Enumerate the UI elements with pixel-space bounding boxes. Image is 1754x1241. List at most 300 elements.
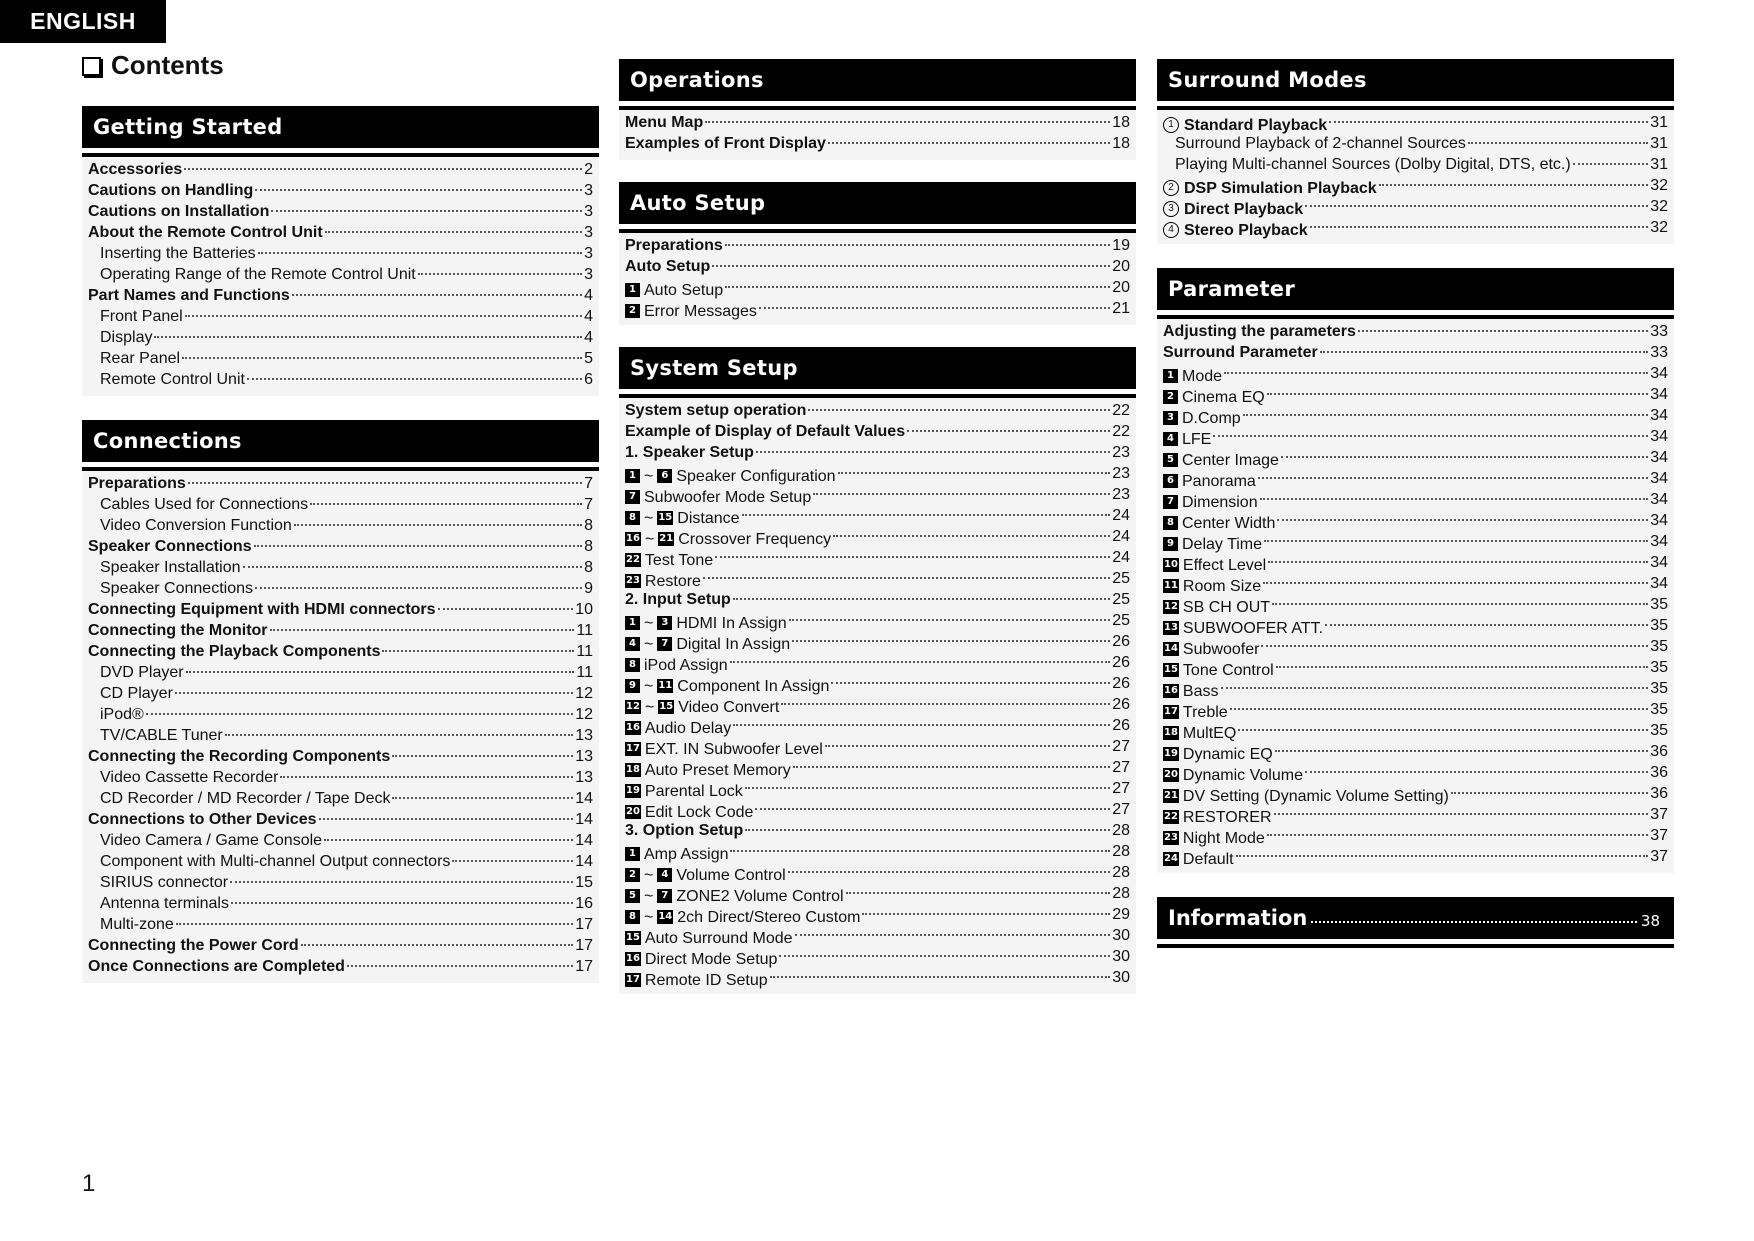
toc-entry[interactable]	[625, 235, 1130, 256]
entry-page: 24	[1112, 528, 1130, 545]
page-title	[82, 50, 224, 81]
dot-leader	[846, 892, 1111, 894]
entry-title: Effect Level	[1182, 556, 1267, 574]
toc-entry[interactable]	[88, 935, 593, 956]
entry-title: Audio Delay	[644, 719, 732, 737]
entry-label	[1163, 765, 1303, 786]
entry-label	[625, 760, 791, 781]
number-badge: 15	[626, 932, 640, 943]
number-badge: 15	[658, 512, 673, 523]
toc-entry[interactable]	[88, 893, 593, 914]
number-badge: 24	[1164, 853, 1178, 864]
entry-title: iPod Assign	[644, 656, 728, 674]
entry-label	[1163, 199, 1303, 220]
entry-label	[625, 421, 905, 442]
entry-label	[100, 243, 256, 264]
entry-title: Parental Lock	[644, 782, 743, 800]
entry-title: SUBWOOFER ATT.	[1182, 619, 1324, 637]
entry-title: Tone Control	[1182, 661, 1274, 679]
toc-entry[interactable]	[625, 967, 1130, 988]
entry-page: 21	[1112, 300, 1130, 317]
entry-title: Amp Assign	[644, 845, 729, 863]
toc-entry[interactable]	[625, 862, 1130, 883]
toc-entry[interactable]	[1163, 825, 1668, 846]
entry-title: 1. Speaker Setup	[625, 444, 754, 461]
entry-label	[625, 133, 826, 154]
toc-section-system-setup	[619, 347, 1136, 994]
page-title-text: Contents	[111, 50, 224, 80]
toc-entry[interactable]	[88, 662, 593, 683]
section-header: Parameter	[1157, 268, 1674, 310]
toc-entry[interactable]	[1163, 133, 1668, 154]
toc-entry[interactable]	[625, 421, 1130, 442]
entry-title: Video Conversion Function	[100, 517, 292, 534]
dot-leader	[186, 671, 575, 673]
entry-title: iPod®	[100, 706, 144, 723]
toc-entry[interactable]	[88, 327, 593, 348]
entry-title: Cables Used for Connections	[100, 496, 309, 513]
dot-leader	[745, 829, 1110, 831]
toc-entry[interactable]	[1163, 804, 1668, 825]
toc-entry[interactable]	[1163, 846, 1668, 867]
entry-label	[1163, 342, 1318, 363]
toc-entry[interactable]	[625, 631, 1130, 652]
entry-label	[100, 893, 229, 914]
section-entries	[82, 471, 599, 983]
entry-page: 25	[1112, 570, 1130, 587]
toc-entry[interactable]	[625, 589, 1130, 610]
entry-title: Example of Display of Default Values	[625, 423, 906, 440]
dot-leader	[1264, 540, 1648, 542]
entry-page: 18	[1112, 135, 1130, 152]
toc-entry[interactable]	[88, 956, 593, 977]
toc-entry[interactable]	[625, 256, 1130, 277]
entry-title: SB CH OUT	[1182, 598, 1271, 616]
number-badge: 11	[658, 680, 673, 691]
entry-title: CD Player	[100, 685, 173, 702]
entry-label	[88, 935, 299, 956]
entry-page: 17	[575, 937, 593, 954]
entry-title: Video Cassette Recorder	[100, 769, 279, 786]
toc-entry[interactable]	[1163, 468, 1668, 489]
toc-entry[interactable]	[1163, 196, 1668, 217]
entry-label	[100, 683, 173, 704]
toc-entry[interactable]	[1163, 552, 1668, 573]
entry-title: Edit Lock Code	[644, 803, 754, 821]
entry-title: RESTORER	[1182, 808, 1272, 826]
entry-title: Operating Range of the Remote Control Unit	[100, 266, 416, 283]
entry-title: TV/CABLE Tuner	[100, 727, 223, 744]
entry-label	[625, 442, 754, 463]
entry-page: 20	[1112, 258, 1130, 275]
toc-entry[interactable]	[88, 159, 593, 180]
entry-page: 9	[584, 580, 593, 597]
entry-title: Preparations	[625, 237, 723, 254]
entry-title: Restore	[644, 572, 701, 590]
section-entries	[1157, 319, 1674, 873]
entry-label	[625, 970, 768, 991]
entry-page: 27	[1112, 738, 1130, 755]
entry-title: Remote Control Unit	[100, 371, 245, 388]
toc-entry[interactable]	[625, 112, 1130, 133]
entry-page: 4	[584, 287, 593, 304]
toc-entry[interactable]	[88, 536, 593, 557]
dot-leader	[1267, 834, 1648, 836]
toc-entry[interactable]	[625, 736, 1130, 757]
toc-entry[interactable]	[1163, 573, 1668, 594]
toc-entry[interactable]	[88, 620, 593, 641]
toc-entry[interactable]	[1163, 636, 1668, 657]
entry-title: Video Camera / Game Console	[100, 832, 323, 849]
entry-page: 29	[1112, 906, 1130, 923]
entry-label	[100, 557, 241, 578]
toc-entry[interactable]	[88, 494, 593, 515]
dot-leader	[1379, 184, 1649, 186]
toc-entry[interactable]	[1163, 447, 1668, 468]
entry-page: 28	[1112, 864, 1130, 881]
number-badge: 16	[626, 722, 640, 733]
number-badge: 4	[657, 868, 672, 882]
toc-entry[interactable]	[88, 369, 593, 390]
entry-label	[1163, 408, 1241, 429]
toc-entry[interactable]	[88, 557, 593, 578]
dot-leader	[756, 451, 1110, 453]
dot-leader	[755, 808, 1110, 810]
dot-leader	[1277, 519, 1648, 521]
dot-leader	[770, 976, 1111, 978]
dot-leader	[243, 566, 583, 568]
toc-entry[interactable]	[1163, 741, 1668, 762]
entry-label	[88, 285, 290, 306]
toc-entry[interactable]	[1163, 678, 1668, 699]
toc-entry[interactable]	[625, 694, 1130, 715]
dot-leader	[705, 121, 1110, 123]
toc-entry[interactable]	[625, 400, 1130, 421]
toc-section-operations	[619, 59, 1136, 160]
entry-page: 35	[1650, 701, 1668, 718]
entry-label	[1163, 534, 1262, 555]
toc-entry[interactable]	[625, 463, 1130, 484]
toc-entry[interactable]	[1163, 762, 1668, 783]
entry-title: Cautions on Handling	[88, 182, 254, 199]
entry-page: 23	[1112, 465, 1130, 482]
toc-entry[interactable]	[1163, 321, 1668, 342]
toc-entry[interactable]	[625, 820, 1130, 841]
number-badge: 16	[1164, 685, 1178, 696]
toc-entry[interactable]	[88, 306, 593, 327]
number-badge: 16	[626, 953, 640, 964]
toc-entry[interactable]	[1163, 384, 1668, 405]
entry-label	[625, 301, 757, 322]
toc-entry[interactable]	[88, 264, 593, 285]
entry-title: Rear Panel	[100, 350, 181, 367]
number-badge: 23	[626, 575, 640, 586]
toc-entry[interactable]	[88, 809, 593, 830]
dot-leader	[813, 493, 1110, 495]
toc-entry[interactable]	[625, 946, 1130, 967]
toc-entry[interactable]	[88, 851, 593, 872]
entry-page: 26	[1112, 717, 1130, 734]
toc-entry[interactable]	[1163, 783, 1668, 804]
toc-entry[interactable]	[1163, 405, 1668, 426]
entry-label	[1163, 366, 1222, 387]
entry-page: 23	[1112, 444, 1130, 461]
number-badge: 17	[626, 743, 640, 754]
dot-leader	[347, 965, 573, 967]
toc-entry[interactable]	[1163, 154, 1668, 175]
toc-entry[interactable]	[88, 473, 593, 494]
dot-leader	[146, 713, 573, 715]
number-badge: 22	[1164, 811, 1178, 822]
entry-page: 26	[1112, 675, 1130, 692]
dot-leader	[255, 189, 582, 191]
toc-entry[interactable]	[1163, 615, 1668, 636]
entry-title: Connections to Other Devices	[88, 811, 317, 828]
toc-entry[interactable]	[88, 180, 593, 201]
entry-page: 23	[1112, 486, 1130, 503]
entry-label	[1163, 660, 1274, 681]
entry-label	[88, 641, 380, 662]
toc-entry[interactable]	[625, 526, 1130, 547]
toc-entry[interactable]	[625, 715, 1130, 736]
dot-leader	[271, 210, 582, 212]
number-badge: 8	[625, 910, 640, 924]
toc-entry[interactable]	[1163, 175, 1668, 196]
toc-entry[interactable]	[88, 285, 593, 306]
number-badge: 11	[1164, 580, 1178, 591]
toc-entry[interactable]	[88, 222, 593, 243]
toc-entry[interactable]	[625, 778, 1130, 799]
dot-leader	[258, 252, 582, 254]
dot-leader	[808, 409, 1110, 411]
entry-title: Volume Control	[676, 866, 786, 884]
toc-entry[interactable]	[625, 673, 1130, 694]
toc-entry[interactable]	[625, 610, 1130, 631]
entry-page: 28	[1112, 843, 1130, 860]
entry-title: 2ch Direct/Stereo Custom	[677, 908, 861, 926]
entry-page: 12	[575, 685, 593, 702]
toc-entry[interactable]	[88, 704, 593, 725]
page-number: 1	[82, 1170, 96, 1197]
entry-title: Distance	[677, 509, 740, 527]
entry-page: 26	[1112, 696, 1130, 713]
dot-leader	[1276, 666, 1649, 668]
dot-leader	[185, 315, 582, 317]
toc-entry[interactable]	[88, 243, 593, 264]
number-badge: 2	[625, 304, 640, 318]
toc-entry[interactable]	[1163, 426, 1668, 447]
toc-entry[interactable]	[625, 568, 1130, 589]
entry-title: Night Mode	[1182, 829, 1265, 847]
number-badge: 10	[1164, 559, 1178, 570]
entry-page: 30	[1112, 927, 1130, 944]
language-tab: ENGLISH	[0, 0, 166, 43]
number-badge: 1	[1163, 369, 1178, 383]
entry-page: 34	[1650, 428, 1668, 445]
entry-label	[88, 222, 323, 243]
toc-entry[interactable]	[625, 505, 1130, 526]
toc-column-middle	[619, 59, 1136, 1016]
entry-title: Remote ID Setup	[644, 971, 768, 989]
toc-entry[interactable]	[625, 652, 1130, 673]
toc-entry[interactable]	[625, 133, 1130, 154]
entry-label	[625, 256, 710, 277]
entry-title: Front Panel	[100, 308, 183, 325]
toc-entry[interactable]	[88, 578, 593, 599]
toc-entry[interactable]	[1163, 699, 1668, 720]
number-badge: 2	[625, 868, 640, 882]
toc-entry[interactable]	[1163, 720, 1668, 741]
toc-entry[interactable]	[1163, 217, 1668, 238]
entry-label	[1175, 154, 1571, 175]
entry-title: Delay Time	[1182, 535, 1263, 553]
dot-leader	[712, 265, 1110, 267]
entry-page: 34	[1650, 533, 1668, 550]
toc-section-information	[1157, 897, 1674, 948]
entry-page: 26	[1112, 654, 1130, 671]
entry-title: Connecting the Playback Components	[88, 643, 381, 660]
section-entries	[619, 110, 1136, 160]
dot-leader	[793, 766, 1110, 768]
number-badge: 19	[626, 785, 640, 796]
toc-entry[interactable]	[88, 746, 593, 767]
number-badge: 1	[625, 283, 640, 297]
toc-entry[interactable]	[88, 872, 593, 893]
entry-title: LFE	[1182, 430, 1212, 448]
entry-page: 34	[1650, 512, 1668, 529]
toc-entry[interactable]	[1163, 363, 1668, 384]
entry-label	[625, 718, 731, 739]
toc-entry[interactable]	[88, 725, 593, 746]
entry-page: 22	[1112, 402, 1130, 419]
entry-label	[100, 767, 278, 788]
entry-title: DSP Simulation Playback	[1184, 179, 1377, 197]
entry-label	[1163, 807, 1272, 828]
toc-entry[interactable]	[625, 547, 1130, 568]
dot-leader	[1358, 330, 1648, 332]
entry-page: 22	[1112, 423, 1130, 440]
entry-title: Default	[1182, 850, 1234, 868]
toc-entry[interactable]	[88, 788, 593, 809]
entry-page: 8	[584, 538, 593, 555]
number-badge: 7	[625, 490, 640, 504]
toc-entry[interactable]	[625, 442, 1130, 463]
toc-entry[interactable]	[625, 277, 1130, 298]
entry-title: Examples of Front Display	[625, 135, 826, 152]
toc-entry[interactable]	[625, 757, 1130, 778]
dot-leader	[182, 357, 582, 359]
toc-entry[interactable]	[1163, 594, 1668, 615]
entry-label	[1163, 639, 1259, 660]
range-separator: ~	[644, 530, 655, 548]
number-badge: 22	[626, 554, 640, 565]
entry-page: 24	[1112, 507, 1130, 524]
number-badge: 5	[625, 889, 640, 903]
entry-title: Panorama	[1182, 472, 1256, 490]
entry-page: 11	[576, 622, 593, 639]
toc-entry[interactable]	[88, 830, 593, 851]
entry-title: Stereo Playback	[1184, 221, 1308, 239]
dot-leader	[452, 860, 573, 862]
number-badge: 6	[1163, 474, 1178, 488]
entry-label	[88, 536, 252, 557]
entry-page: 37	[1650, 848, 1668, 865]
entry-label	[100, 578, 253, 599]
toc-entry[interactable]	[625, 883, 1130, 904]
entry-label	[100, 725, 223, 746]
entry-label	[1163, 597, 1270, 618]
dot-leader	[247, 378, 582, 380]
toc-entry[interactable]	[1163, 112, 1668, 133]
entry-title: DVD Player	[100, 664, 184, 681]
entry-page: 27	[1112, 801, 1130, 818]
entry-label	[1163, 387, 1265, 408]
toc-entry[interactable]	[88, 683, 593, 704]
toc-entry[interactable]	[625, 298, 1130, 319]
toc-entry[interactable]	[88, 515, 593, 536]
toc-entry[interactable]	[1163, 342, 1668, 363]
entry-page: 25	[1112, 612, 1130, 629]
entry-title: Once Connections are Completed	[88, 958, 345, 975]
toc-entry[interactable]	[88, 348, 593, 369]
entry-title: Subwoofer	[1182, 640, 1260, 658]
toc-entry[interactable]	[625, 799, 1130, 820]
entry-page: 17	[575, 958, 593, 975]
entry-label	[625, 820, 743, 841]
toc-entry[interactable]	[1163, 489, 1668, 510]
entry-label	[88, 746, 390, 767]
toc-entry[interactable]	[625, 925, 1130, 946]
toc-entry[interactable]	[625, 484, 1130, 505]
dot-leader	[392, 797, 573, 799]
entry-title: Information	[1168, 906, 1308, 930]
entry-label	[1163, 786, 1449, 807]
toc-entry[interactable]	[625, 904, 1130, 925]
entry-label	[1163, 618, 1323, 639]
toc-entry[interactable]	[88, 641, 593, 662]
entry-page: 14	[575, 853, 593, 870]
toc-entry[interactable]	[88, 201, 593, 222]
dot-leader	[795, 934, 1111, 936]
toc-entry[interactable]	[1163, 657, 1668, 678]
entry-page: 3	[584, 266, 593, 283]
entry-page: 34	[1650, 491, 1668, 508]
dot-leader	[703, 577, 1110, 579]
entry-title: CD Recorder / MD Recorder / Tape Deck	[100, 790, 391, 807]
entry-label	[88, 809, 317, 830]
entry-label	[625, 739, 823, 760]
entry-label	[100, 788, 390, 809]
entry-page: 30	[1112, 948, 1130, 965]
toc-entry[interactable]	[88, 767, 593, 788]
information-entry[interactable]	[1157, 897, 1674, 939]
toc-entry[interactable]	[88, 599, 593, 620]
toc-entry[interactable]	[1163, 510, 1668, 531]
entry-page: 37	[1650, 806, 1668, 823]
entry-label	[1163, 178, 1377, 199]
entry-page: 34	[1650, 365, 1668, 382]
entry-label	[1163, 555, 1266, 576]
dot-leader	[230, 881, 573, 883]
dot-leader	[733, 724, 1110, 726]
toc-section-surround-modes	[1157, 59, 1674, 244]
toc-entry[interactable]	[88, 914, 593, 935]
toc-entry[interactable]	[625, 841, 1130, 862]
entry-title: Room Size	[1182, 577, 1262, 595]
entry-page: 34	[1650, 575, 1668, 592]
checkbox-icon	[82, 57, 101, 76]
toc-entry[interactable]	[1163, 531, 1668, 552]
